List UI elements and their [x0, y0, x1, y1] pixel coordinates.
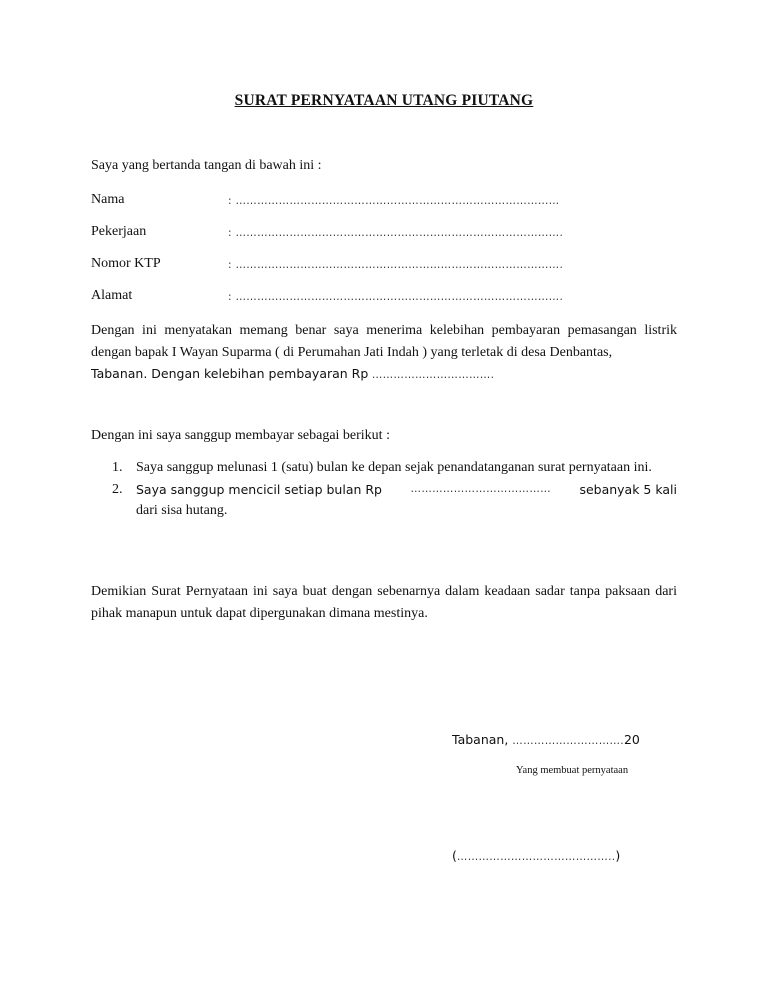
signature-year: 20 — [623, 732, 640, 747]
statement-amount-label: Tabanan. Dengan kelebihan pembayaran Rp — [91, 366, 369, 381]
field-label-alamat: Alamat — [91, 288, 133, 303]
statement-amount-dots: ……………………………. — [371, 369, 495, 381]
field-value-alamat: : ………………………………………………………………………………. — [228, 291, 564, 303]
signature-place: Tabanan, — [452, 732, 509, 747]
intro-text: Saya yang bertanda tangan di bawah ini : — [91, 158, 322, 173]
list-item — [112, 457, 677, 479]
signature-caption: Yang membuat pernyataan — [516, 765, 629, 776]
field-label-pekerjaan: Pekerjaan — [91, 224, 147, 239]
field-value-pekerjaan: : ………………………………………………………………………………. — [228, 227, 564, 239]
commitment-list — [112, 457, 677, 522]
list-item-text: Saya sanggup melunasi 1 (satu) bulan ke depan sejak penandatanganan surat pernyataan ini. — [136, 460, 652, 475]
list-item-number: 2. — [112, 481, 123, 497]
installment-count: sebanyak 5 kali — [579, 481, 677, 497]
signature-open-paren: ( — [452, 848, 457, 863]
field-label-nomor-ktp: Nomor KTP — [91, 256, 161, 271]
field-value-nomor-ktp: : ………………………………………………………………………………. — [228, 259, 564, 271]
commitment-intro: Dengan ini saya sanggup membayar sebagai berikut : — [91, 428, 390, 443]
document-title: SURAT PERNYATAAN UTANG PIUTANG — [234, 92, 534, 109]
installment-label: Saya sanggup mencicil setiap bulan Rp — [136, 481, 382, 497]
statement-paragraph — [91, 320, 677, 387]
signature-name-dots: …………………………………….. — [456, 851, 616, 863]
signature-date-dots: …………………………. — [512, 735, 624, 747]
installment-dots: ………………………………… — [410, 482, 551, 495]
signature-name-line — [452, 848, 620, 863]
list-item — [112, 479, 677, 522]
field-value-nama: : ……………………………………………………………………………… — [228, 195, 560, 207]
signature-close-paren: ) — [615, 848, 621, 863]
field-label-nama: Nama — [91, 192, 125, 207]
list-item-number: 1. — [112, 460, 123, 475]
signature-place-date — [452, 732, 640, 747]
closing-paragraph: Demikian Surat Pernyataan ini saya buat dengan sebenarnya dalam keadaan sadar tanpa paksaan dari pihak manapun untuk dapat dipergunakan dimana mestinya. — [91, 584, 677, 621]
list-item-text: dari sisa hutang. — [136, 503, 228, 518]
statement-text: Dengan ini menyatakan memang benar saya menerima kelebihan pembayaran pemasangan listrik dengan bapak I Wayan Suparma ( di Perumahan Jati Indah ) yang terletak di desa Denbantas, — [91, 323, 677, 360]
